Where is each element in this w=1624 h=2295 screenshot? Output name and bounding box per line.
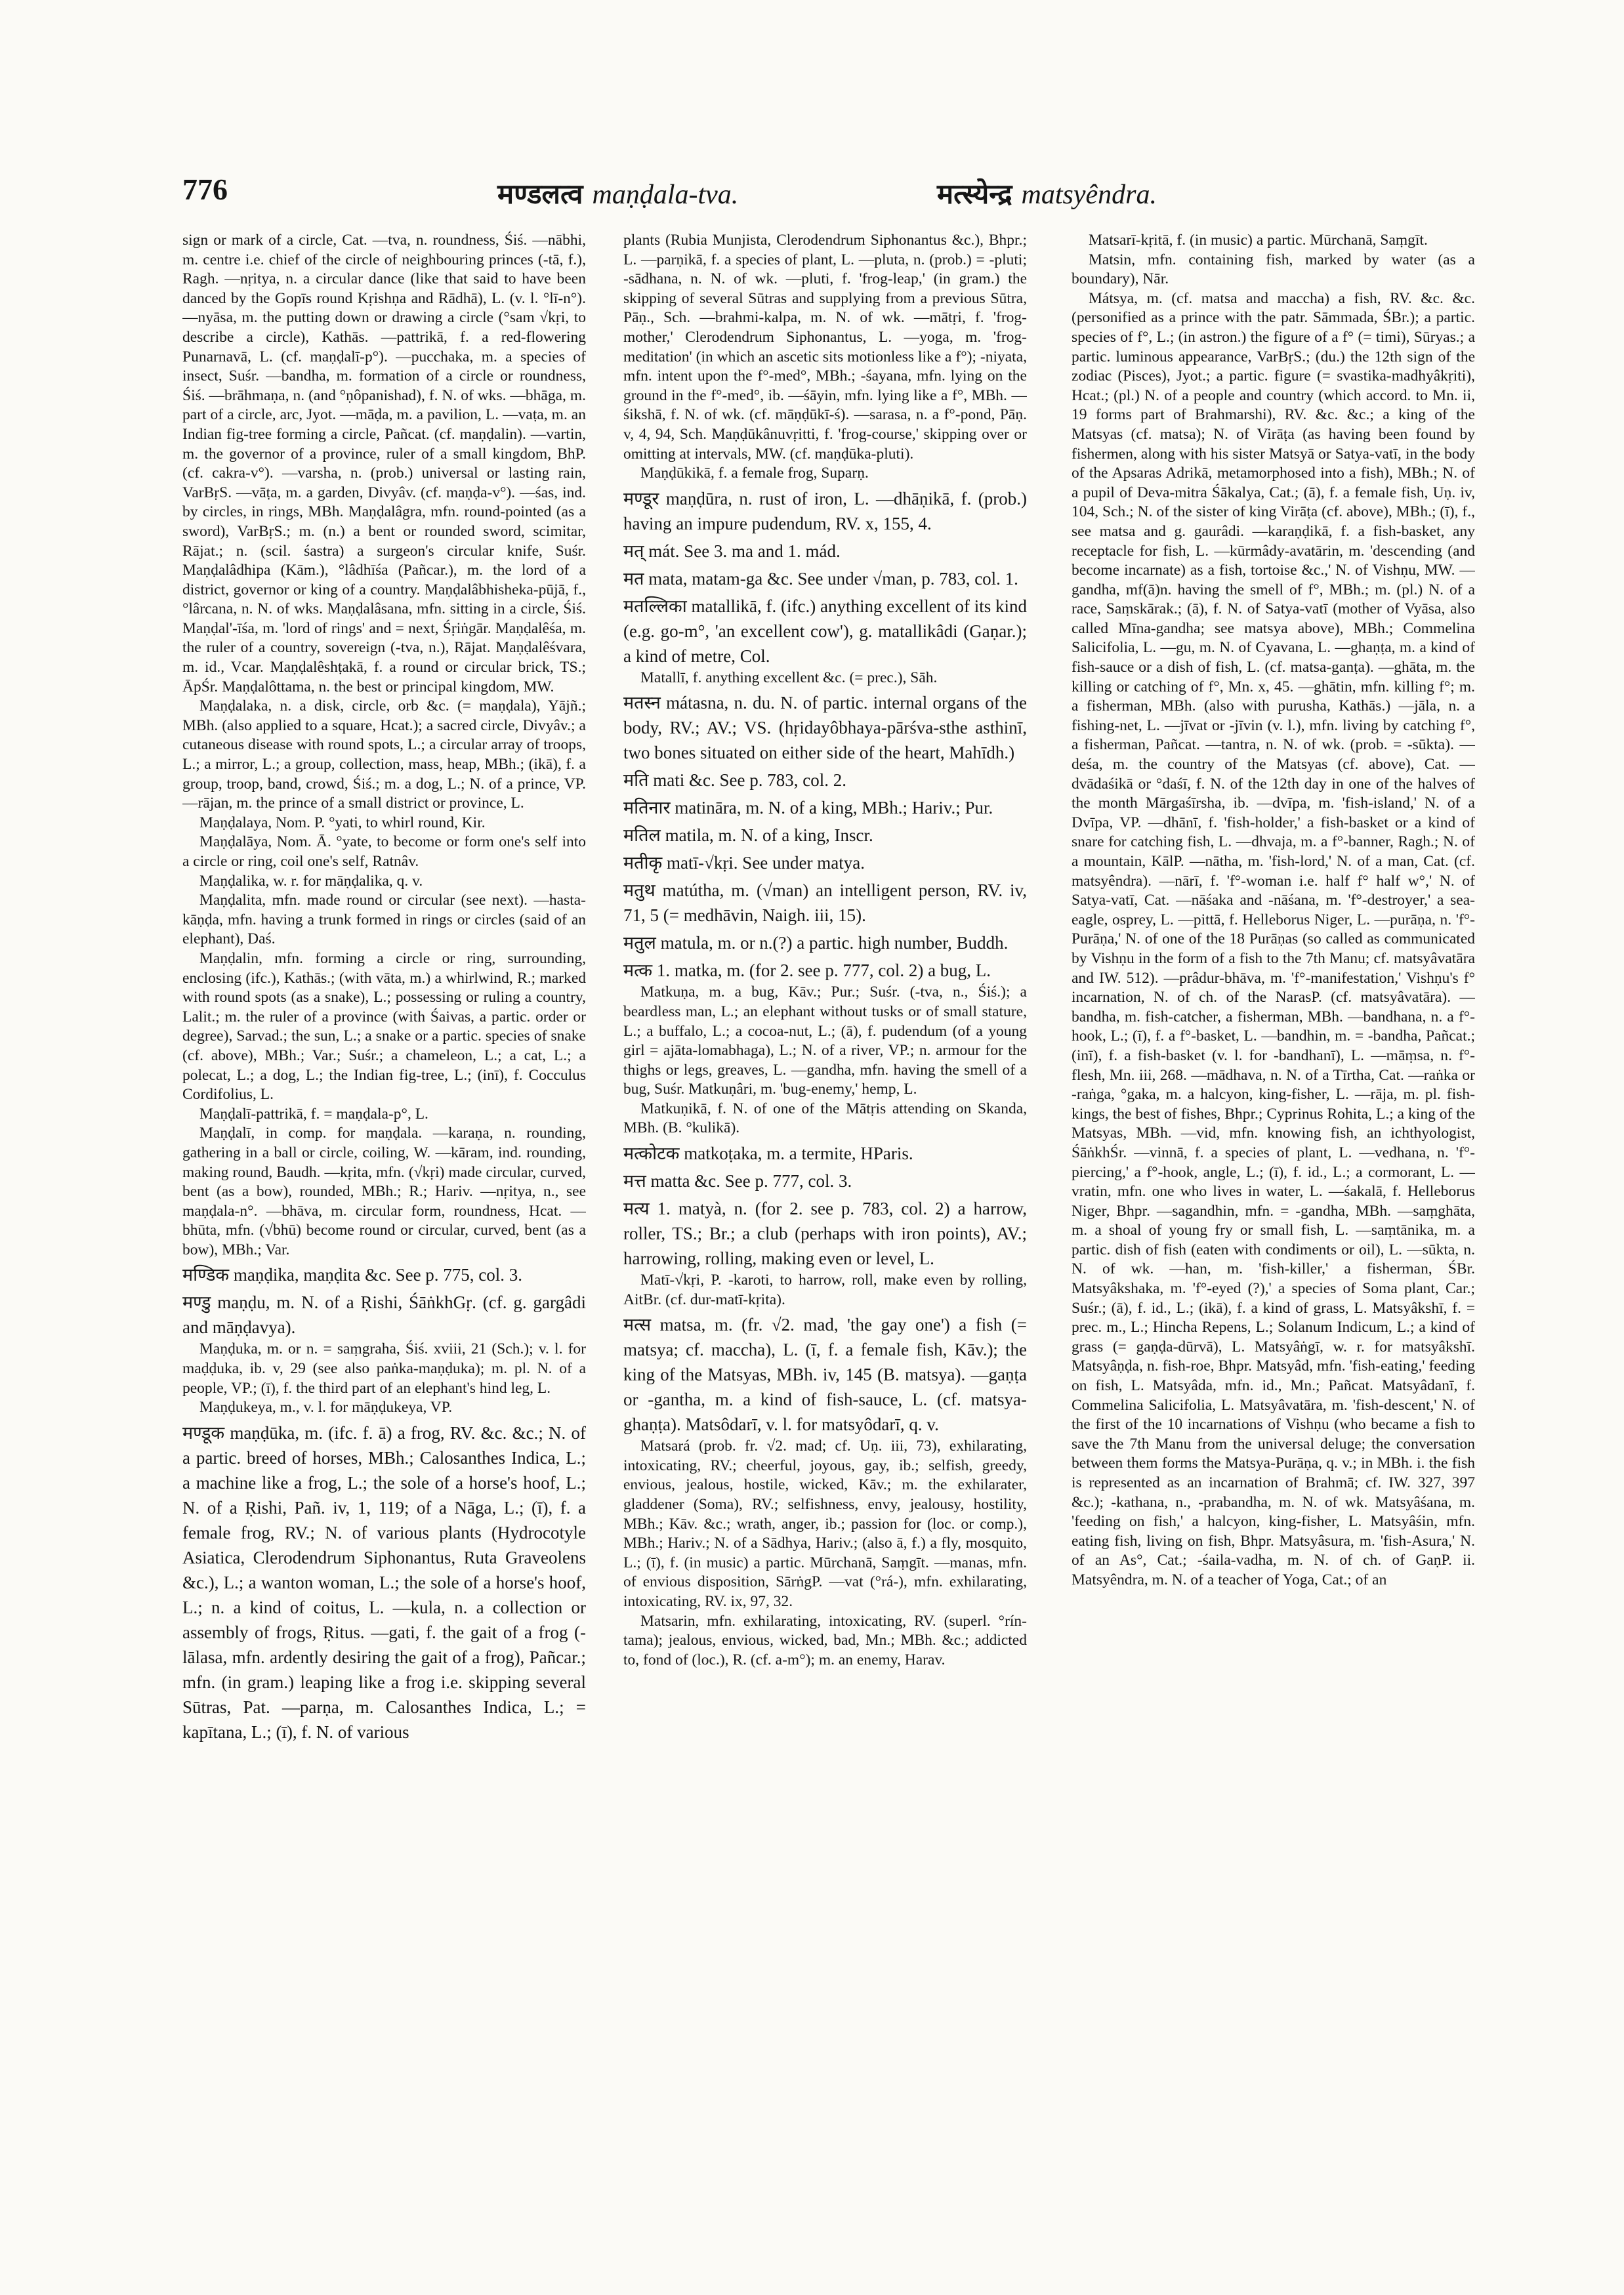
- dictionary-entry: मति mati &c. See p. 783, col. 2.: [623, 770, 846, 791]
- dictionary-entry: Maṇḍalaka, n. a disk, circle, orb &c. (= maṇḍala), Yājñ.; MBh. (also applied to a square, Hcat.); a sacred circle, Divyâv.; a cutaneous disease with round spots, L.; a circular array of troops, L.; a mirror, L.; a group, collection, mass, heap, MBh.; (ikā), f. a group, troop, band, crowd, Śiś.; m. a dog, L.; N. of a prince, VP. —rājan, m. the prince of a small district or province, L.: [182, 697, 586, 812]
- dictionary-entry: Mátsya, m. (cf. matsa and maccha) a fish, RV. &c. &c. (personified as a prince with the patr. Sāmmada, ŚBr.); a partic. species of f°, L.; (in astron.) the figure of a f° (= timi), Sūryas.; a partic. luminous appearance, VarBṛS.; (du.) the 12th sign of the zodiac (Pisces), Jyot.; a partic. figure (= svastika-madhyâkṛiti), Hcat.; (pl.) N. of a people and country (which accord. to Mn. ii, 19 forms part of Brahmarshi), RV. &c. &c.; a king of the Matsyas (cf. matsa); N. of Virāṭa (as having been found by fishermen, along with his sister Matsyā or Satya-vatī, in the body of the Apsaras Adrikā, metamorphosed into a fish), MBh.; N. of a pupil of Deva-mitra Śākalya, Cat.; (ā), f. a female fish, Uṇ. iv, 104, Sch.; N. of the sister of king Virāṭa (cf. above), MBh.; (ī), f., see matsa and g. gaurâdi. —karaṇḍikā, f. a fish-basket, any receptacle for fish, L. —kūrmâdy-avatārin, m. 'descending (and become incarnate) as a fish, tortoise &c.,' N. of Vishṇu, MW. —gandha, mf(ā)n. having the smell of f°, MBh.; m. (pl.) N. of a race, Saṃskārak.; (ā), f. N. of Satya-vatī (mother of Vyāsa, also called Mīna-gandha; see matsya above), MBh.; Commelina Salicifolia, L. —gu, m. N. of Cyavana, L. —ghaṇṭa, m. a kind of fish-sauce or a dish of fish, L. (cf. matsa-ganṭa). —ghāta, m. the killing or catching of f°, Mn. x, 45. —ghātin, mfn. killing f°; m. a fisherman, MBh. (also with purusha, Kathās.) —jāla, n. a fishing-net, L. —jīvat or -jīvin (v. l.), mfn. living by catching f°, a fisherman, Pañcat. —tantra, n. N. of wk. (prob. = -sūkta). —deśa, m. the country of the Matsyas (cf. above), Cat. —dvādaśikā or °daśī, f. N. of the 12th day in one of the halves of the month Mārgaśīrsha, ib. —dvīpa, m. 'fish-island,' N. of a Dvīpa, VP. —dhānī, f. 'fish-holder,' a fish-basket or a kind of snare for catching fish, L. —dhvaja, m. a f°-banner, Ragh.; N. of a mountain, KālP. —nātha, m. 'fish-lord,' N. of a man, Cat. (cf. matsyêndra). —nārī, f. 'f°-woman i.e. half f° half w°,' N. of Satya-vatī, Cat. —nāśaka and -nāśana, m. 'f°-destroyer,' a sea-eagle, osprey, L. —pittā, f. Helleborus Niger, L. —purāṇa, n. 'f°-Purāṇa,' N. of one of the 18 Purāṇas (so called as communicated by Vishṇu in the form of a fish to the 7th Manu; cf. matsyâvatāra and IW. 512). —prâdur-bhāva, m. 'f°-manifestation,' Vishṇu's f° incarnation, N. of ch. of the NarasP. (cf. matsyâvatāra). —bandha, m. fish-catcher, a fisherman, MBh. —bandhana, n. a f°-hook, L.; (ī), f. a f°-basket, L. —bandhin, m. = -bandha, Pañcat.; (inī), f. a fish-basket (v. l. for -bandhanī), L. —māṃsa, n. f°-flesh, Mn. iii, 268. —mādhava, n. N. of a Tīrtha, Cat. —raṅka or -raṅga, °gaka, m. a halcyon, king-fisher, L. —rāja, m. pl. fish-kings, the best of fishes, Bhpr.; Cyprinus Rohita, L.; a king of the Matsyas, MBh. —vid, mfn. knowing fish, an ichthyologist, ŚāṅkhŚr. —vinnā, f. a species of plant, L. —vedhana, n. 'f°-piercing,' a f°-hook, angle, L.; (ī), f. id., L.; a cormorant, L. —vratin, mfn. one who lives in water, L. —śakalā, f. Helleborus Niger, Bhpr. —sagandhin, mfn. = -gandha, MBh. —saṃghāta, m. a shoal of young fry or small fish, L. —saṃtānika, m. a partic. dish of fish (eaten with condiments or oil), L. —sūkta, n. N. of wk. —han, m. 'fish-killer,' a fisherman, ŚBr. Matsyâkshaka, m. 'f°-eyed (?),' a species of Soma plant, Car.; Suśr.; (ā), f. id., L.; (ikā), f. a kind of grass, L. Matsyâkshī, f. = prec. m., L.; Hincha Repens, L.; Solanum Indicum, L.; a kind of grass (= gaṇḍa-dūrvā), L. Matsyâṅgī, w. r. for matsyâkshī. Matsyâṇḍa, n. fish-roe, Bhpr. Matsyâd, mfn. 'fish-eating,' feeding on fish, L. Matsyâda, mfn. id., Mn.; Pañcat. Matsyâdanī, f. Commelina Salicifolia, L. Matsyâvatāra, m. 'fish-descent,' N. of the first of the 10 incarnations of Vishṇu (who became a fish to save the 7th Manu from the universal deluge; the conversation between them forms the Matsya-Purāṇa, q. v.; in MBh. i. the fish is represented as an incarnation of Brahmā; cf. IW. 327, 397 &c.); -kathana, n., -prabandha, m. N. of wk. Matsyâśana, m. 'feeding on fish,' a halcyon, king-fisher, L. Matsyâśin, mfn. eating fish, living on fish, Bhpr. Matsyâsura, m. 'fish-Asura,' N. of an As°, Cat.; -śaila-vadha, m. N. of ch. of GaṇP. ii. Matsyêndra, m. N. of a teacher of Yoga, Cat.; of an: [1072, 289, 1475, 1588]
- column-2: [623, 231, 1027, 2232]
- dictionary-entry: Maṇḍalāya, Nom. Ā. °yate, to become or form one's self into a circle or ring, coil one's self, Ratnâv.: [182, 833, 586, 870]
- dictionary-entry: Maṇḍalika, w. r. for māṇḍalika, q. v.: [199, 872, 423, 890]
- dictionary-entry: मतल्लिका matallikā, f. (ifc.) anything excellent of its kind (e.g. go-m°, 'an excellent cow'), g. matallikâdi (Gaṇar.); a kind of metre, Col.: [623, 596, 1027, 666]
- running-header: [182, 172, 1482, 218]
- dictionary-entry: Maṇḍalin, mfn. forming a circle or ring, surrounding, enclosing (ifc.), Kathās.; (with vāta, m.) a whirlwind, R.; marked with round spots (as a snake), L.; possessing or ruling a country, Lalit.; m. the ruler of a province (with Śaivas, a partic. order or degree), Sarvad.; the sun, L.; a snake or a partic. species of snake (cf. above), MBh.; Var.; Suśr.; a chameleon, L.; a cat, L.; a polecat, L.; a dog, L.; the Indian fig-tree, L.; (inī), f. Cocculus Cordifolius, L.: [182, 949, 586, 1104]
- dictionary-entry: Maṇḍalī-pattrikā, f. = maṇḍala-p°, L.: [199, 1105, 428, 1123]
- dictionary-entry: मतीकृ matī-√kṛi. See under matya.: [623, 853, 865, 873]
- dictionary-entry: मतिल matila, m. N. of a king, Inscr.: [623, 825, 873, 846]
- text-columns: [182, 231, 1488, 2232]
- dictionary-entry: Matsin, mfn. containing fish, marked by water (as a boundary), Nār.: [1072, 251, 1475, 288]
- right-headword-devanagari: मत्स्येन्द्र: [937, 180, 1012, 210]
- dictionary-entry: मत्य 1. matyà, n. (for 2. see p. 783, col. 2) a harrow, roller, TS.; Br.; a club (perhaps with iron points), AV.; harrowing, rolling, making even or level, L.: [623, 1199, 1027, 1269]
- dictionary-entry: Matsarin, mfn. exhilarating, intoxicating, RV. (superl. °rín-tama); jealous, envious, wicked, bad, Mn.; MBh. &c.; addicted to, fond of (loc.), R. (cf. a-m°); m. an enemy, Harav.: [623, 1612, 1027, 1668]
- dictionary-entry: मत् mát. See 3. ma and 1. mád.: [623, 541, 841, 561]
- dictionary-entry: Maṇḍalaya, Nom. P. °yati, to whirl round, Kir.: [199, 814, 486, 831]
- column-1: [182, 231, 586, 2232]
- right-headword: [937, 175, 1157, 212]
- right-headword-roman: matsyêndra.: [1021, 180, 1157, 210]
- dictionary-entry: मण्डु maṇḍu, m. N. of a Ṛishi, ŚāṅkhGṛ. (cf. g. gargâdi and māṇḍavya).: [182, 1292, 586, 1338]
- dictionary-entry: plants (Rubia Munjista, Clerodendrum Siphonantus &c.), Bhpr.; L. —parṇikā, f. a species of plant, L. —pluta, n. (prob.) = -pluti; -sādhana, n. N. of wk. —pluti, f. 'frog-leap,' (in gram.) the skipping of several Sūtras and supplying from a previous Sūtra, Pāṇ., Sch. —brahmi-kalpa, m. N. of wk. —mātṛi, f. 'frog-mother,' Clerodendrum Siphonantus, L. —yoga, m. 'frog-meditation' (in which an ascetic sits motionless like a f°); -niyata, mfn. intent upon the f°-med°, MBh.; -śayana, mfn. lying on the ground in the f°-med°, ib. —śāyin, mfn. lying like a f°, MBh. —śikshā, f. N. of wk. (cf. māṇḍūkī-ś). —sarasa, n. a f°-pond, Pāṇ. v, 4, 94, Sch. Maṇḍūkânuvṛitti, f. 'frog-course,' skipping over or omitting at intervals, MW. (cf. maṇḍūka-pluti).: [623, 232, 1027, 463]
- dictionary-entry: Matkuṇa, m. a bug, Kāv.; Pur.; Suśr. (-tva, n., Śiś.); a beardless man, L.; an elephant without tusks or of small stature, L.; a buffalo, L.; a cocoa-nut, L.; (ā), f. pudendum (of a young girl = ajāta-lomabhaga), L.; N. of a river, VP.; n. armour for the thighs or legs, greaves, L. —gandha, mfn. having the smell of a bug, Suśr. Matkuṇâri, m. 'bug-enemy,' hemp, L.: [623, 983, 1027, 1098]
- dictionary-entry: Maṇḍukeya, m., v. l. for māṇḍukeya, VP.: [199, 1399, 453, 1416]
- dictionary-entry: मतिनार matināra, m. N. of a king, MBh.; Hariv.; Pur.: [623, 798, 993, 818]
- dictionary-entry: मण्डिक maṇḍika, maṇḍita &c. See p. 775, col. 3.: [182, 1265, 523, 1285]
- dictionary-entry: Maṇḍūkikā, f. a female frog, Suparṇ.: [640, 465, 869, 482]
- dictionary-entry: मतुल matula, m. or n.(?) a partic. high number, Buddh.: [623, 933, 1009, 953]
- dictionary-entry: sign or mark of a circle, Cat. —tva, n. roundness, Śiś. —nābhi, m. centre i.e. chief of the circle of neighbouring princes (-tā, f.), Ragh. —nṛitya, n. a circular dance (like that said to have been danced by the Gopīs round Kṛishṇa and Rādhā), L. (v. l. °lī-n°). —nyāsa, m. the putting down or drawing a circle (°sam √kṛi, to describe a circle), Kathās. —pattrikā, f. a red-flowering Punarnavā, L. (cf. maṇḍalī-p°). —pucchaka, m. a species of insect, Suśr. —bandha, m. formation of a circle or roundness, Śiś. —brāhmaṇa, n. (and °ṇôpanishad), f. N. of wks. —bhāga, m. part of a circle, arc, Jyot. —māḍa, m. a pavilion, L. —vaṭa, m. an Indian fig-tree forming a circle, Pañcat. (cf. maṇḍalin). —vartin, m. the governor of a province, ruler of a small kingdom, BhP. (cf. cakra-v°). —varsha, n. (prob.) universal or lasting rain, VarBṛS. —vāṭa, m. a garden, Divyâv. (cf. maṇḍa-v°). —śas, ind. by circles, in rings, MBh. Maṇḍalâgra, mfn. round-pointed (as a sword), VarBṛS.; m. (n.) a bent or rounded sword, scimitar, Rājat.; n. (scil. śastra) a surgeon's circular knife, Suśr. Maṇḍalâdhipa (Kām.), °lâdhīśa (Pañcar.), m. the lord of a district, governor or king of a country. Maṇḍalâbhisheka-pūjā, f., °lârcana, n. N. of wks. Maṇḍalâsana, mfn. sitting in a circle, Śiś. Maṇḍal'-īśa, m. 'lord of rings' and = next, Śṛiṅgār. Maṇḍalêśa, m. the ruler of a country, sovereign (-tva, n.), Rājat. Maṇḍalêśvara, m. id., Vcar. Maṇḍalêshṭakā, f. a round or circular brick, TS.; ĀpŚr. Maṇḍalôttama, n. the best or principal kingdom, MW.: [182, 232, 586, 695]
- dictionary-entry: Maṇḍuka, m. or n. = saṃgraha, Śiś. xviii, 21 (Sch.); v. l. for maḍḍuka, ib. v, 29 (see also paṅka-maṇḍuka); m. pl. N. of a people, VP.; (ī), f. the third part of an elephant's hind leg, L.: [182, 1340, 586, 1397]
- dictionary-entry: Matallī, f. anything excellent &c. (= prec.), Sāh.: [640, 669, 938, 686]
- column-3: [1072, 231, 1475, 2232]
- dictionary-entry: Maṇḍalita, mfn. made round or circular (see next). —hasta-kāṇḍa, mfn. having a trunk formed in rings or circles (said of an elephant), Daś.: [182, 892, 586, 948]
- dictionary-entry: मत्कोटक matkoṭaka, m. a termite, HParis.: [623, 1144, 913, 1164]
- left-headword: [497, 175, 738, 212]
- dictionary-entry: मण्डूक maṇḍūka, m. (ifc. f. ā) a frog, RV. &c. &c.; N. of a partic. breed of horses, MBh.; Calosanthes Indica, L.; a machine like a frog, L.; the sole of a horse's hoof, L.; N. of a Ṛishi, Pañ. iv, 1, 119; of a Nāga, L.; (ī), f. a female frog, RV.; N. of various plants (Hydrocotyle Asiatica, Clerodendrum Siphonantus, Ruta Graveolens &c.), L.; a wanton woman, L.; the sole of a horse's hoof, L.; n. a kind of coitus, L. —kula, n. a collection or assembly of frogs, Ṛitus. —gati, f. the gait of a frog (-lālasa, mfn. ardently desiring the gait of a frog), Pañcar.; mfn. (in gram.) leaping like a frog i.e. skipping several Sūtras, Pat. —parṇa, m. Calosanthes Indica, L.; = kapītana, L.; (ī), f. N. of various: [182, 1422, 586, 1742]
- dictionary-entry: मतुथ matútha, m. (√man) an intelligent person, RV. iv, 71, 5 (= medhāvin, Naigh. iii, 15).: [623, 880, 1027, 926]
- left-headword-roman: maṇḍala-tva.: [592, 180, 739, 210]
- dictionary-entry: Matkuṇikā, f. N. of one of the Mātṛis attending on Skanda, MBh. (B. °kulikā).: [623, 1100, 1027, 1137]
- dictionary-entry: मतस्न mátasna, n. du. N. of partic. internal organs of the body, RV.; AV.; VS. (hṛidayôbhaya-pārśva-sthe asthinī, two bones situated on either side of the heart, Mahīdh.): [623, 693, 1027, 763]
- dictionary-entry: मत mata, matam-ga &c. See under √man, p. 783, col. 1.: [623, 568, 1018, 589]
- dictionary-entry: Matsarī-kṛitā, f. (in music) a partic. Mūrchanā, Saṃgīt.: [1089, 232, 1428, 249]
- dictionary-entry: मण्डूर maṇḍūra, n. rust of iron, L. —dhāṇikā, f. (prob.) having an impure pudendum, RV. x, 155, 4.: [623, 488, 1027, 533]
- dictionary-entry: Matsará (prob. fr. √2. mad; cf. Uṇ. iii, 73), exhilarating, intoxicating, RV.; cheerful, joyous, gay, ib.; selfish, greedy, envious, jealous, hostile, wicked, Kāv.; m. the exhilarater, gladdener (Soma), RV.; selfishness, envy, jealousy, hostility, MBh.; Kāv. &c.; wrath, anger, ib.; passion for (loc. or comp.), MBh.; Hariv.; N. of a Sādhya, Hariv.; (also ā, f.) a fly, mosquito, L.; (ī), f. (in music) a partic. Mūrchanā, Saṃgīt. —manas, mfn. of envious disposition, SārṅgP. —vat (°rá-), mfn. exhilarating, intoxicating, RV. ix, 97, 32.: [623, 1437, 1027, 1610]
- dictionary-entry: मत्क 1. matka, m. (for 2. see p. 777, col. 2) a bug, L.: [623, 961, 991, 981]
- dictionary-entry: मत्त matta &c. See p. 777, col. 3.: [623, 1171, 852, 1191]
- dictionary-entry: Matī-√kṛi, P. -karoti, to harrow, roll, make even by rolling, AitBr. (cf. dur-matī-kṛita).: [623, 1272, 1027, 1308]
- dictionary-entry: मत्स matsa, m. (fr. √2. mad, 'the gay one') a fish (= matsya; cf. maccha), L. (ī, f. a female fish, Kāv.); the king of the Matsyas, MBh. iv, 145 (B. matsya). —gaṇṭa or -gantha, m. a kind of fish-sauce, L. (cf. matsya-ghaṇṭa). Matsôdarī, v. l. for matsyôdarī, q. v.: [623, 1315, 1027, 1435]
- page-number: 776: [182, 173, 228, 206]
- left-headword-devanagari: मण्डलत्व: [497, 180, 583, 210]
- dictionary-entry: Maṇḍalī, in comp. for maṇḍala. —karaṇa, n. rounding, gathering in a ball or circle, coiling, W. —kāram, ind. rounding, making round, Baudh. —kṛita, mfn. (√kṛi) made circular, curved, bent (as a bow), rounded, MBh.; R.; Hariv. —nṛitya, n., see maṇḍala-n°. —bhāva, m. circular form, roundness, Hcat. —bhūta, mfn. (√bhū) become round or circular, curved, bent (as a bow), MBh.; Var.: [182, 1125, 586, 1258]
